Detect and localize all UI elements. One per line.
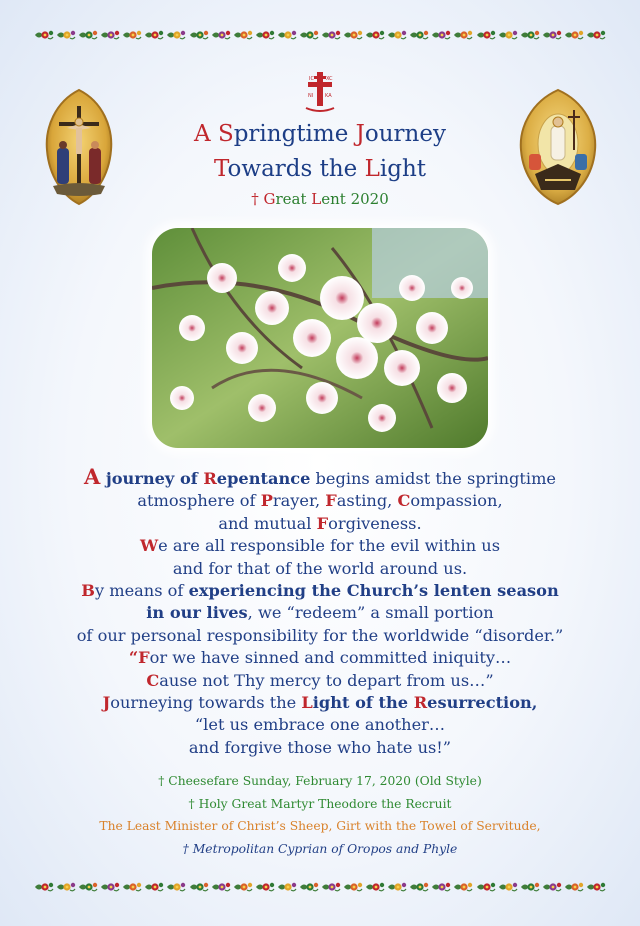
- message-segment: “let us embrace one another…: [194, 715, 446, 735]
- floral-ornament: [542, 29, 562, 41]
- floral-ornament: [586, 881, 606, 893]
- message-segment: C: [397, 491, 411, 511]
- message-line: [30, 513, 610, 535]
- title-text-segment: ent 2020: [321, 190, 389, 208]
- message-segment: ight of the: [312, 693, 414, 713]
- title-text-segment: reat: [275, 190, 312, 208]
- message-line: [30, 602, 610, 624]
- message-line: [30, 692, 610, 714]
- message-segment: y means of: [94, 581, 189, 601]
- title-text-segment: owards the: [227, 156, 365, 182]
- floral-ornament: [277, 29, 297, 41]
- cross-letter: XC: [326, 76, 333, 82]
- floral-ornament: [211, 881, 231, 893]
- title-text-segment: ight: [379, 156, 427, 182]
- floral-ornament: [166, 881, 186, 893]
- message-segment: R: [203, 469, 217, 488]
- floral-ornament: [321, 881, 341, 893]
- floral-ornament: [321, 29, 341, 41]
- message-segment: J: [102, 693, 111, 713]
- floral-ornament: [189, 29, 209, 41]
- floral-ornament: [211, 29, 231, 41]
- title-text-segment: G: [263, 190, 276, 208]
- message-line: [30, 670, 610, 692]
- message-segment: e are all responsible for the evil within us: [158, 536, 501, 556]
- floral-ornament: [233, 29, 253, 41]
- cross-letter: KA: [325, 93, 332, 99]
- message-segment: and for that of the world around us.: [172, 558, 468, 578]
- title-text-segment: L: [311, 190, 322, 208]
- message-line: [30, 490, 610, 512]
- floral-ornament: [409, 29, 429, 41]
- message-segment: journey of: [100, 469, 204, 488]
- floral-ornament: [476, 29, 496, 41]
- footer-signature: † Metropolitan Cyprian of Oropos and Phyle: [182, 841, 458, 856]
- cross-letter: IC: [309, 76, 314, 82]
- footer-title: The Least Minister of Christ’s Sheep, Girt with the Towel of Servitude,: [99, 819, 541, 833]
- message-segment: of our personal responsibility for the worldwide “disorder.”: [76, 625, 564, 645]
- message-segment: orgiveness.: [328, 513, 422, 533]
- floral-ornament: [144, 881, 164, 893]
- floral-border-top: [34, 28, 606, 42]
- floral-ornament: [431, 881, 451, 893]
- floral-ornament: [100, 29, 120, 41]
- title-text-segment: T: [213, 156, 228, 182]
- message-segment: asting,: [336, 491, 398, 511]
- message-segment: epentance: [216, 469, 311, 488]
- resurrection-icon: [515, 88, 601, 206]
- cross-emblem: [300, 70, 340, 114]
- floral-ornament: [453, 29, 473, 41]
- title-text-segment: †: [251, 190, 264, 208]
- almond-blossom-photo: [152, 228, 488, 448]
- message-segment: experiencing the Church’s lenten season: [188, 581, 559, 601]
- message-segment: P: [260, 491, 273, 511]
- signature-block: [30, 770, 610, 860]
- floral-ornament: [431, 29, 451, 41]
- floral-ornament: [542, 881, 562, 893]
- message-segment: and mutual: [218, 513, 317, 533]
- message-line: [30, 580, 610, 602]
- floral-ornament: [277, 881, 297, 893]
- title-line-2: [120, 156, 520, 182]
- message-segment: rayer,: [272, 491, 326, 511]
- message-line: [30, 535, 610, 557]
- message-segment: ompassion,: [410, 491, 503, 511]
- message-line: [30, 647, 610, 669]
- message-segment: , we “redeem” a small portion: [247, 603, 494, 623]
- floral-ornament: [498, 29, 518, 41]
- floral-ornament: [299, 881, 319, 893]
- message-segment: ourneying towards the: [110, 693, 302, 713]
- message-segment: begins amidst the springtime: [310, 469, 557, 488]
- floral-ornament: [343, 29, 363, 41]
- message-line: [30, 625, 610, 647]
- message-line: [30, 714, 610, 736]
- lenten-message: [30, 466, 610, 759]
- message-segment: R: [413, 693, 428, 713]
- floral-ornament: [564, 29, 584, 41]
- floral-ornament: [365, 881, 385, 893]
- floral-ornament: [299, 29, 319, 41]
- floral-ornament: [387, 881, 407, 893]
- floral-ornament: [343, 881, 363, 893]
- floral-ornament: [365, 29, 385, 41]
- floral-ornament: [520, 29, 540, 41]
- message-segment: “F: [128, 648, 150, 668]
- floral-ornament: [122, 881, 142, 893]
- message-segment: or we have sinned and committed iniquity…: [149, 648, 512, 668]
- floral-ornament: [453, 881, 473, 893]
- floral-border-bottom: [34, 880, 606, 894]
- crucifixion-icon: [43, 88, 115, 206]
- floral-ornament: [166, 29, 186, 41]
- floral-ornament: [78, 881, 98, 893]
- message-segment: ause not Thy mercy to depart from us…”: [159, 670, 494, 690]
- message-segment: C: [146, 670, 160, 690]
- title-text-segment: S: [217, 121, 234, 147]
- subtitle: [120, 190, 520, 208]
- floral-ornament: [233, 881, 253, 893]
- floral-ornament: [144, 29, 164, 41]
- floral-ornament: [409, 881, 429, 893]
- message-segment: in our lives: [146, 603, 248, 623]
- message-segment: B: [81, 581, 95, 601]
- footer-date: † Cheesefare Sunday, February 17, 2020 (Old Style): [158, 774, 482, 788]
- floral-ornament: [56, 881, 76, 893]
- floral-ornament: [122, 29, 142, 41]
- floral-ornament: [564, 881, 584, 893]
- message-segment: W: [139, 536, 159, 556]
- title-line-1: [120, 121, 520, 147]
- title-text-segment: A: [194, 121, 218, 147]
- floral-ornament: [34, 29, 54, 41]
- floral-ornament: [586, 29, 606, 41]
- title-text-segment: ourney: [364, 121, 446, 147]
- floral-ornament: [100, 881, 120, 893]
- message-segment: atmosphere of: [137, 491, 261, 511]
- floral-ornament: [520, 881, 540, 893]
- cross-letter: NI: [308, 93, 314, 99]
- message-line: [30, 466, 610, 490]
- floral-ornament: [498, 881, 518, 893]
- floral-ornament: [255, 881, 275, 893]
- footer-feast: † Holy Great Martyr Theodore the Recruit: [188, 796, 452, 811]
- floral-ornament: [78, 29, 98, 41]
- message-segment: and forgive those who hate us!”: [188, 737, 452, 757]
- message-line: [30, 737, 610, 759]
- message-segment: F: [325, 491, 337, 511]
- floral-ornament: [255, 29, 275, 41]
- message-segment: A: [83, 464, 101, 489]
- title-text-segment: L: [364, 156, 380, 182]
- message-segment: L: [301, 693, 313, 713]
- message-segment: esurrection,: [427, 693, 538, 713]
- floral-ornament: [476, 881, 496, 893]
- message-segment: F: [316, 513, 329, 533]
- message-line: [30, 558, 610, 580]
- title-text-segment: J: [355, 121, 365, 147]
- floral-ornament: [56, 29, 76, 41]
- floral-ornament: [387, 29, 407, 41]
- floral-ornament: [189, 881, 209, 893]
- floral-ornament: [34, 881, 54, 893]
- title-text-segment: pringtime: [233, 121, 356, 147]
